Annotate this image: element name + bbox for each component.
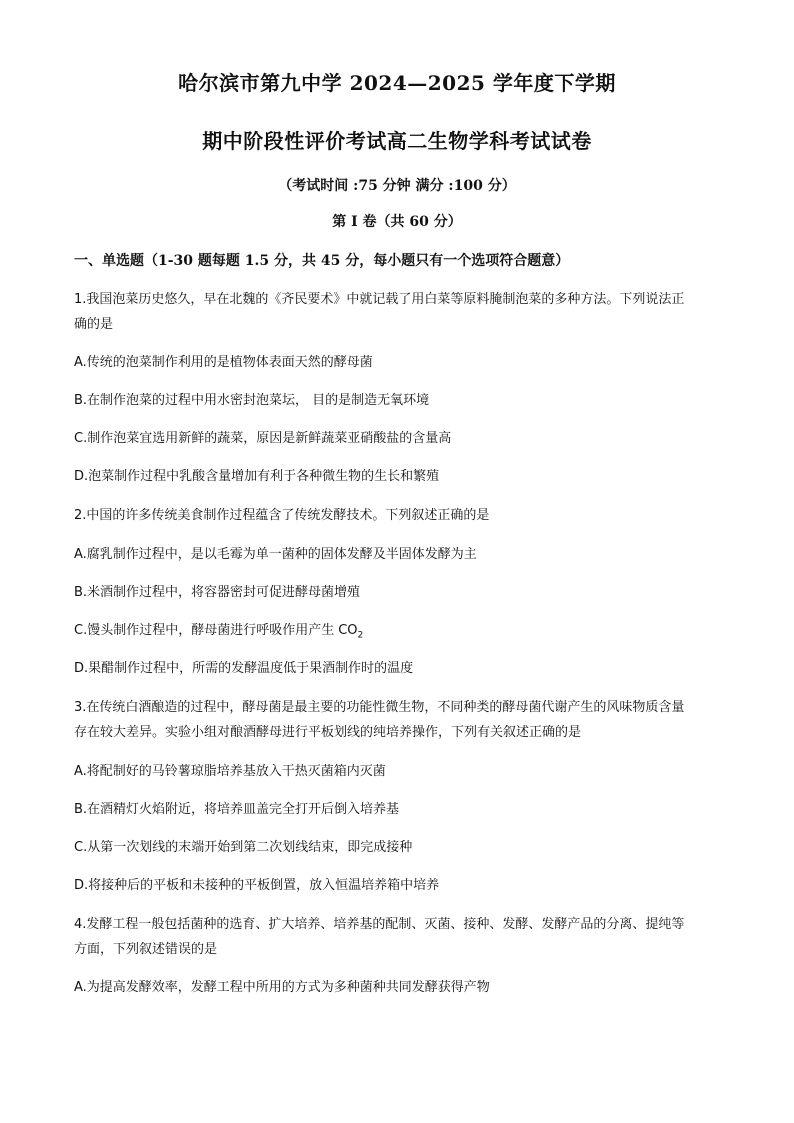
q2-stem-line1: 2.中国的许多传统美食制作过程蕴含了传统发酵技术。下列叙述正确的是 (74, 508, 490, 523)
q1-option-c: C.制作泡菜宜选用新鲜的蔬菜，原因是新鲜蔬菜亚硝酸盐的含量高 (74, 431, 452, 446)
co2-formula (338, 623, 364, 641)
co2-formula-subscript: 2 (357, 630, 364, 641)
q3-option-a: A.将配制好的马铃薯琼脂培养基放入干热灭菌箱内灭菌 (74, 764, 386, 779)
q2-option-a: A.腐乳制作过程中，是以毛霉为单一菌种的固体发酵及半固体发酵为主 (74, 547, 477, 562)
q3-option-b: B.在酒精灯火焰附近，将培养皿盖完全打开后倒入培养基 (74, 802, 400, 817)
q1-option-a: A.传统的泡菜制作利用的是植物体表面天然的酵母菌 (74, 355, 373, 370)
q1-option-b: B.在制作泡菜的过程中用水密封泡菜坛， 目的是制造无氧环境 (74, 393, 430, 408)
q3-option-c: C.从第一次划线的末端开始到第二次划线结束，即完成接种 (74, 840, 413, 855)
q1-option-d: D.泡菜制作过程中乳酸含量增加有利于各种微生物的生长和繁殖 (74, 469, 440, 484)
q3-option-d: D.将接种后的平板和未接种的平板倒置，放入恒温培养箱中培养 (74, 878, 440, 893)
q3-stem-line2: 存在较大差异。实验小组对酿酒酵母进行平板划线的纯培养操作，下列有关叙述正确的是 (74, 725, 582, 740)
q2-option-b: B.米酒制作过程中，将容器密封可促进酵母菌增殖 (74, 585, 361, 600)
exam-title-line2: 期中阶段性评价考试高二生物学科考试试卷 (202, 129, 592, 153)
q2-option-c-text: C.馒头制作过程中，酵母菌进行呼吸作用产生 (74, 623, 335, 638)
q2-option-d: D.果醋制作过程中，所需的发酵温度低于果酒制作时的温度 (74, 661, 414, 676)
q4-stem-line2: 方面，下列叙述错误的是 (74, 942, 218, 957)
exam-title-line1: 哈尔滨市第九中学 2024—2025 学年度下学期 (178, 71, 616, 95)
co2-formula-base: CO (338, 623, 358, 638)
q1-stem-line1: 1.我国泡菜历史悠久，早在北魏的《齐民要术》中就记载了用白菜等原料腌制泡菜的多种方法。下列说法正 (74, 292, 685, 307)
q1-stem-line2: 确的是 (74, 317, 114, 332)
volume-heading: 第 Ⅰ 卷（共 60 分） (332, 214, 462, 230)
exam-info: （考试时间 :75 分钟 满分 :100 分） (278, 178, 516, 194)
q3-stem-line1: 3.在传统白酒酿造的过程中，酵母菌是最主要的功能性微生物，不同种类的酵母菌代谢产生的风味物质含量 (74, 700, 685, 715)
q4-option-a: A.为提高发酵效率，发酵工程中所用的方式为多种菌种共同发酵获得产物 (74, 980, 490, 995)
section-heading: 一、单选题（1-30 题每题 1.5 分，共 45 分，每小题只有一个选项符合题意） (74, 253, 570, 269)
q4-stem-line1: 4.发酵工程一般包括菌种的选育、扩大培养、培养基的配制、灭菌、接种、发酵、发酵产品的分离、提纯等 (74, 917, 685, 932)
q2-option-c (74, 621, 724, 646)
